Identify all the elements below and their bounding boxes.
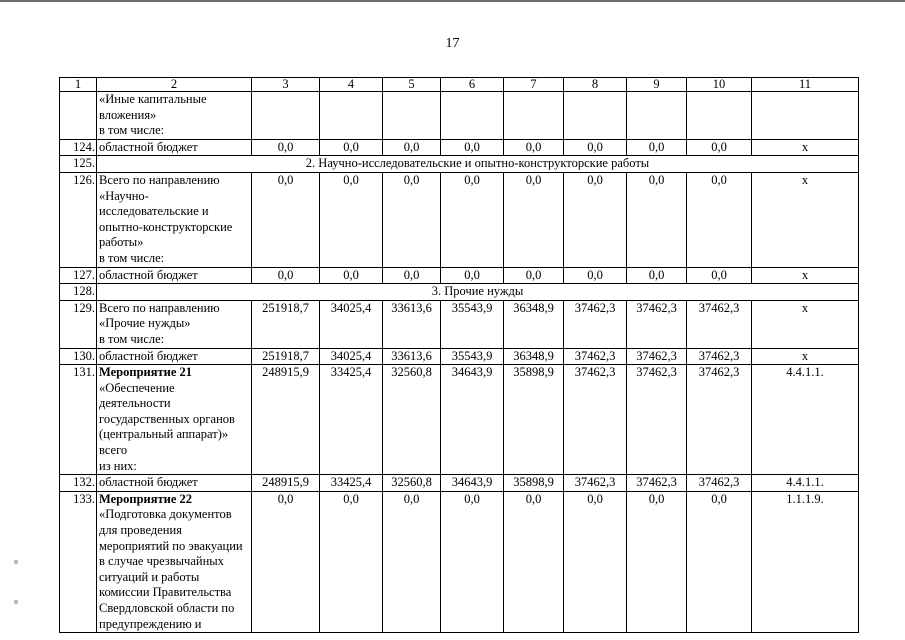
value-cell: 248915,9 bbox=[252, 475, 320, 492]
description-cell bbox=[97, 365, 252, 475]
value-cell: 0,0 bbox=[627, 491, 687, 632]
value-cell: 0,0 bbox=[687, 267, 752, 284]
value-cell: 0,0 bbox=[627, 139, 687, 156]
value-cell: 0,0 bbox=[564, 172, 627, 267]
reference-cell: х bbox=[752, 348, 859, 365]
value-cell: 251918,7 bbox=[252, 300, 320, 348]
description-cell bbox=[97, 300, 252, 348]
value-cell: 37462,3 bbox=[687, 300, 752, 348]
table-row bbox=[60, 267, 859, 284]
value-cell: 0,0 bbox=[320, 267, 383, 284]
value-cell: 0,0 bbox=[252, 491, 320, 632]
budget-table bbox=[59, 77, 859, 633]
section-title: 3. Прочие нужды bbox=[97, 284, 859, 301]
row-number-cell: 124. bbox=[60, 139, 97, 156]
value-cell: 37462,3 bbox=[627, 475, 687, 492]
table-row bbox=[60, 139, 859, 156]
description-cell bbox=[97, 475, 252, 492]
value-cell: 0,0 bbox=[441, 491, 504, 632]
value-cell: 34025,4 bbox=[320, 300, 383, 348]
description-cell bbox=[97, 139, 252, 156]
row-number-cell: 133. bbox=[60, 491, 97, 632]
description-text: Всего по направлению «Прочие нужды» в том числе: bbox=[99, 300, 220, 346]
value-cell: 251918,7 bbox=[252, 348, 320, 365]
header-row bbox=[60, 78, 859, 92]
value-cell: 0,0 bbox=[564, 139, 627, 156]
reference-cell: 4.4.1.1. bbox=[752, 475, 859, 492]
header-cell: 11 bbox=[752, 78, 859, 92]
row-number-cell: 126. bbox=[60, 172, 97, 267]
description-text: областной бюджет bbox=[99, 267, 198, 282]
reference-cell: х bbox=[752, 172, 859, 267]
value-cell: 37462,3 bbox=[687, 475, 752, 492]
header-cell: 7 bbox=[504, 78, 564, 92]
value-cell: 248915,9 bbox=[252, 365, 320, 475]
reference-cell: х bbox=[752, 300, 859, 348]
value-cell: 32560,8 bbox=[383, 365, 441, 475]
header-cell: 8 bbox=[564, 78, 627, 92]
row-number-cell: 127. bbox=[60, 267, 97, 284]
value-cell: 0,0 bbox=[320, 139, 383, 156]
value-cell: 0,0 bbox=[504, 491, 564, 632]
description-text: областной бюджет bbox=[99, 475, 198, 490]
value-cell: 35543,9 bbox=[441, 348, 504, 365]
value-cell: 37462,3 bbox=[627, 348, 687, 365]
description-text: Всего по направлению «Научно- исследовательские и опытно-конструкторские работы» в том числе: bbox=[99, 172, 233, 265]
value-cell: 37462,3 bbox=[687, 365, 752, 475]
value-cell: 0,0 bbox=[383, 139, 441, 156]
value-cell: 0,0 bbox=[687, 172, 752, 267]
value-cell: 37462,3 bbox=[564, 348, 627, 365]
value-cell: 0,0 bbox=[383, 172, 441, 267]
value-cell: 0,0 bbox=[564, 491, 627, 632]
header-cell: 5 bbox=[383, 78, 441, 92]
measure-title: Мероприятие 21 bbox=[99, 365, 193, 380]
value-cell bbox=[252, 92, 320, 140]
value-cell: 34025,4 bbox=[320, 348, 383, 365]
value-cell: 0,0 bbox=[564, 267, 627, 284]
table-row bbox=[60, 475, 859, 492]
reference-cell: х bbox=[752, 139, 859, 156]
row-number-cell: 129. bbox=[60, 300, 97, 348]
value-cell: 0,0 bbox=[320, 491, 383, 632]
section-row bbox=[60, 284, 859, 301]
value-cell: 36348,9 bbox=[504, 348, 564, 365]
value-cell: 0,0 bbox=[320, 172, 383, 267]
value-cell: 0,0 bbox=[441, 139, 504, 156]
table-row bbox=[60, 172, 859, 267]
value-cell: 35543,9 bbox=[441, 300, 504, 348]
value-cell: 0,0 bbox=[687, 139, 752, 156]
reference-cell: 1.1.1.9. bbox=[752, 491, 859, 632]
value-cell: 0,0 bbox=[252, 172, 320, 267]
row-number-cell: 130. bbox=[60, 348, 97, 365]
description-text: областной бюджет bbox=[99, 348, 198, 363]
header-cell: 6 bbox=[441, 78, 504, 92]
value-cell: 0,0 bbox=[627, 267, 687, 284]
value-cell: 0,0 bbox=[627, 172, 687, 267]
description-text: «Обеспечение деятельности государственных органов (центральный аппарат)» всего из них: bbox=[99, 380, 235, 473]
table-row bbox=[60, 92, 859, 140]
row-number-cell: 131. bbox=[60, 365, 97, 475]
description-text: «Иные капитальные вложения» в том числе: bbox=[99, 92, 207, 138]
value-cell: 0,0 bbox=[504, 267, 564, 284]
row-number-cell: 128. bbox=[60, 284, 97, 301]
value-cell: 37462,3 bbox=[564, 365, 627, 475]
value-cell: 35898,9 bbox=[504, 365, 564, 475]
value-cell bbox=[627, 92, 687, 140]
description-cell bbox=[97, 491, 252, 632]
header-cell: 9 bbox=[627, 78, 687, 92]
description-cell bbox=[97, 267, 252, 284]
value-cell: 33613,6 bbox=[383, 300, 441, 348]
value-cell: 33425,4 bbox=[320, 475, 383, 492]
row-number-cell: 125. bbox=[60, 156, 97, 173]
value-cell: 37462,3 bbox=[564, 300, 627, 348]
value-cell: 0,0 bbox=[383, 491, 441, 632]
description-text: «Подготовка документов для проведения мероприятий по эвакуации в случае чрезвычайных ситуаций и работы комиссии Правительства Свердловской области по предупреждению и bbox=[99, 507, 243, 631]
value-cell: 37462,3 bbox=[627, 300, 687, 348]
value-cell bbox=[687, 92, 752, 140]
section-row bbox=[60, 156, 859, 173]
header-cell: 4 bbox=[320, 78, 383, 92]
header-cell: 2 bbox=[97, 78, 252, 92]
value-cell: 36348,9 bbox=[504, 300, 564, 348]
table-row bbox=[60, 300, 859, 348]
reference-cell: х bbox=[752, 267, 859, 284]
value-cell: 37462,3 bbox=[687, 348, 752, 365]
value-cell: 0,0 bbox=[441, 172, 504, 267]
value-cell: 33613,6 bbox=[383, 348, 441, 365]
page-number: 17 bbox=[445, 36, 460, 51]
value-cell: 0,0 bbox=[252, 267, 320, 284]
value-cell: 0,0 bbox=[687, 491, 752, 632]
value-cell bbox=[383, 92, 441, 140]
table-row bbox=[60, 365, 859, 475]
value-cell: 0,0 bbox=[383, 267, 441, 284]
value-cell: 34643,9 bbox=[441, 475, 504, 492]
value-cell bbox=[441, 92, 504, 140]
value-cell: 33425,4 bbox=[320, 365, 383, 475]
value-cell: 37462,3 bbox=[627, 365, 687, 475]
value-cell: 35898,9 bbox=[504, 475, 564, 492]
scan-mark bbox=[14, 560, 18, 564]
description-cell bbox=[97, 92, 252, 140]
measure-title: Мероприятие 22 bbox=[99, 491, 193, 506]
top-rule bbox=[0, 0, 905, 2]
value-cell bbox=[564, 92, 627, 140]
reference-cell: 4.4.1.1. bbox=[752, 365, 859, 475]
value-cell bbox=[504, 92, 564, 140]
value-cell: 32560,8 bbox=[383, 475, 441, 492]
reference-cell bbox=[752, 92, 859, 140]
table-row bbox=[60, 491, 859, 632]
header-cell: 1 bbox=[60, 78, 97, 92]
row-number-cell bbox=[60, 92, 97, 140]
header-cell: 10 bbox=[687, 78, 752, 92]
value-cell: 34643,9 bbox=[441, 365, 504, 475]
value-cell: 0,0 bbox=[504, 139, 564, 156]
table-row bbox=[60, 348, 859, 365]
value-cell bbox=[320, 92, 383, 140]
value-cell: 0,0 bbox=[504, 172, 564, 267]
description-cell bbox=[97, 172, 252, 267]
description-text: областной бюджет bbox=[99, 139, 198, 154]
scan-mark bbox=[14, 600, 18, 604]
value-cell: 37462,3 bbox=[564, 475, 627, 492]
section-title: 2. Научно-исследовательские и опытно-конструкторские работы bbox=[97, 156, 859, 173]
description-cell bbox=[97, 348, 252, 365]
row-number-cell: 132. bbox=[60, 475, 97, 492]
value-cell: 0,0 bbox=[441, 267, 504, 284]
header-cell: 3 bbox=[252, 78, 320, 92]
value-cell: 0,0 bbox=[252, 139, 320, 156]
